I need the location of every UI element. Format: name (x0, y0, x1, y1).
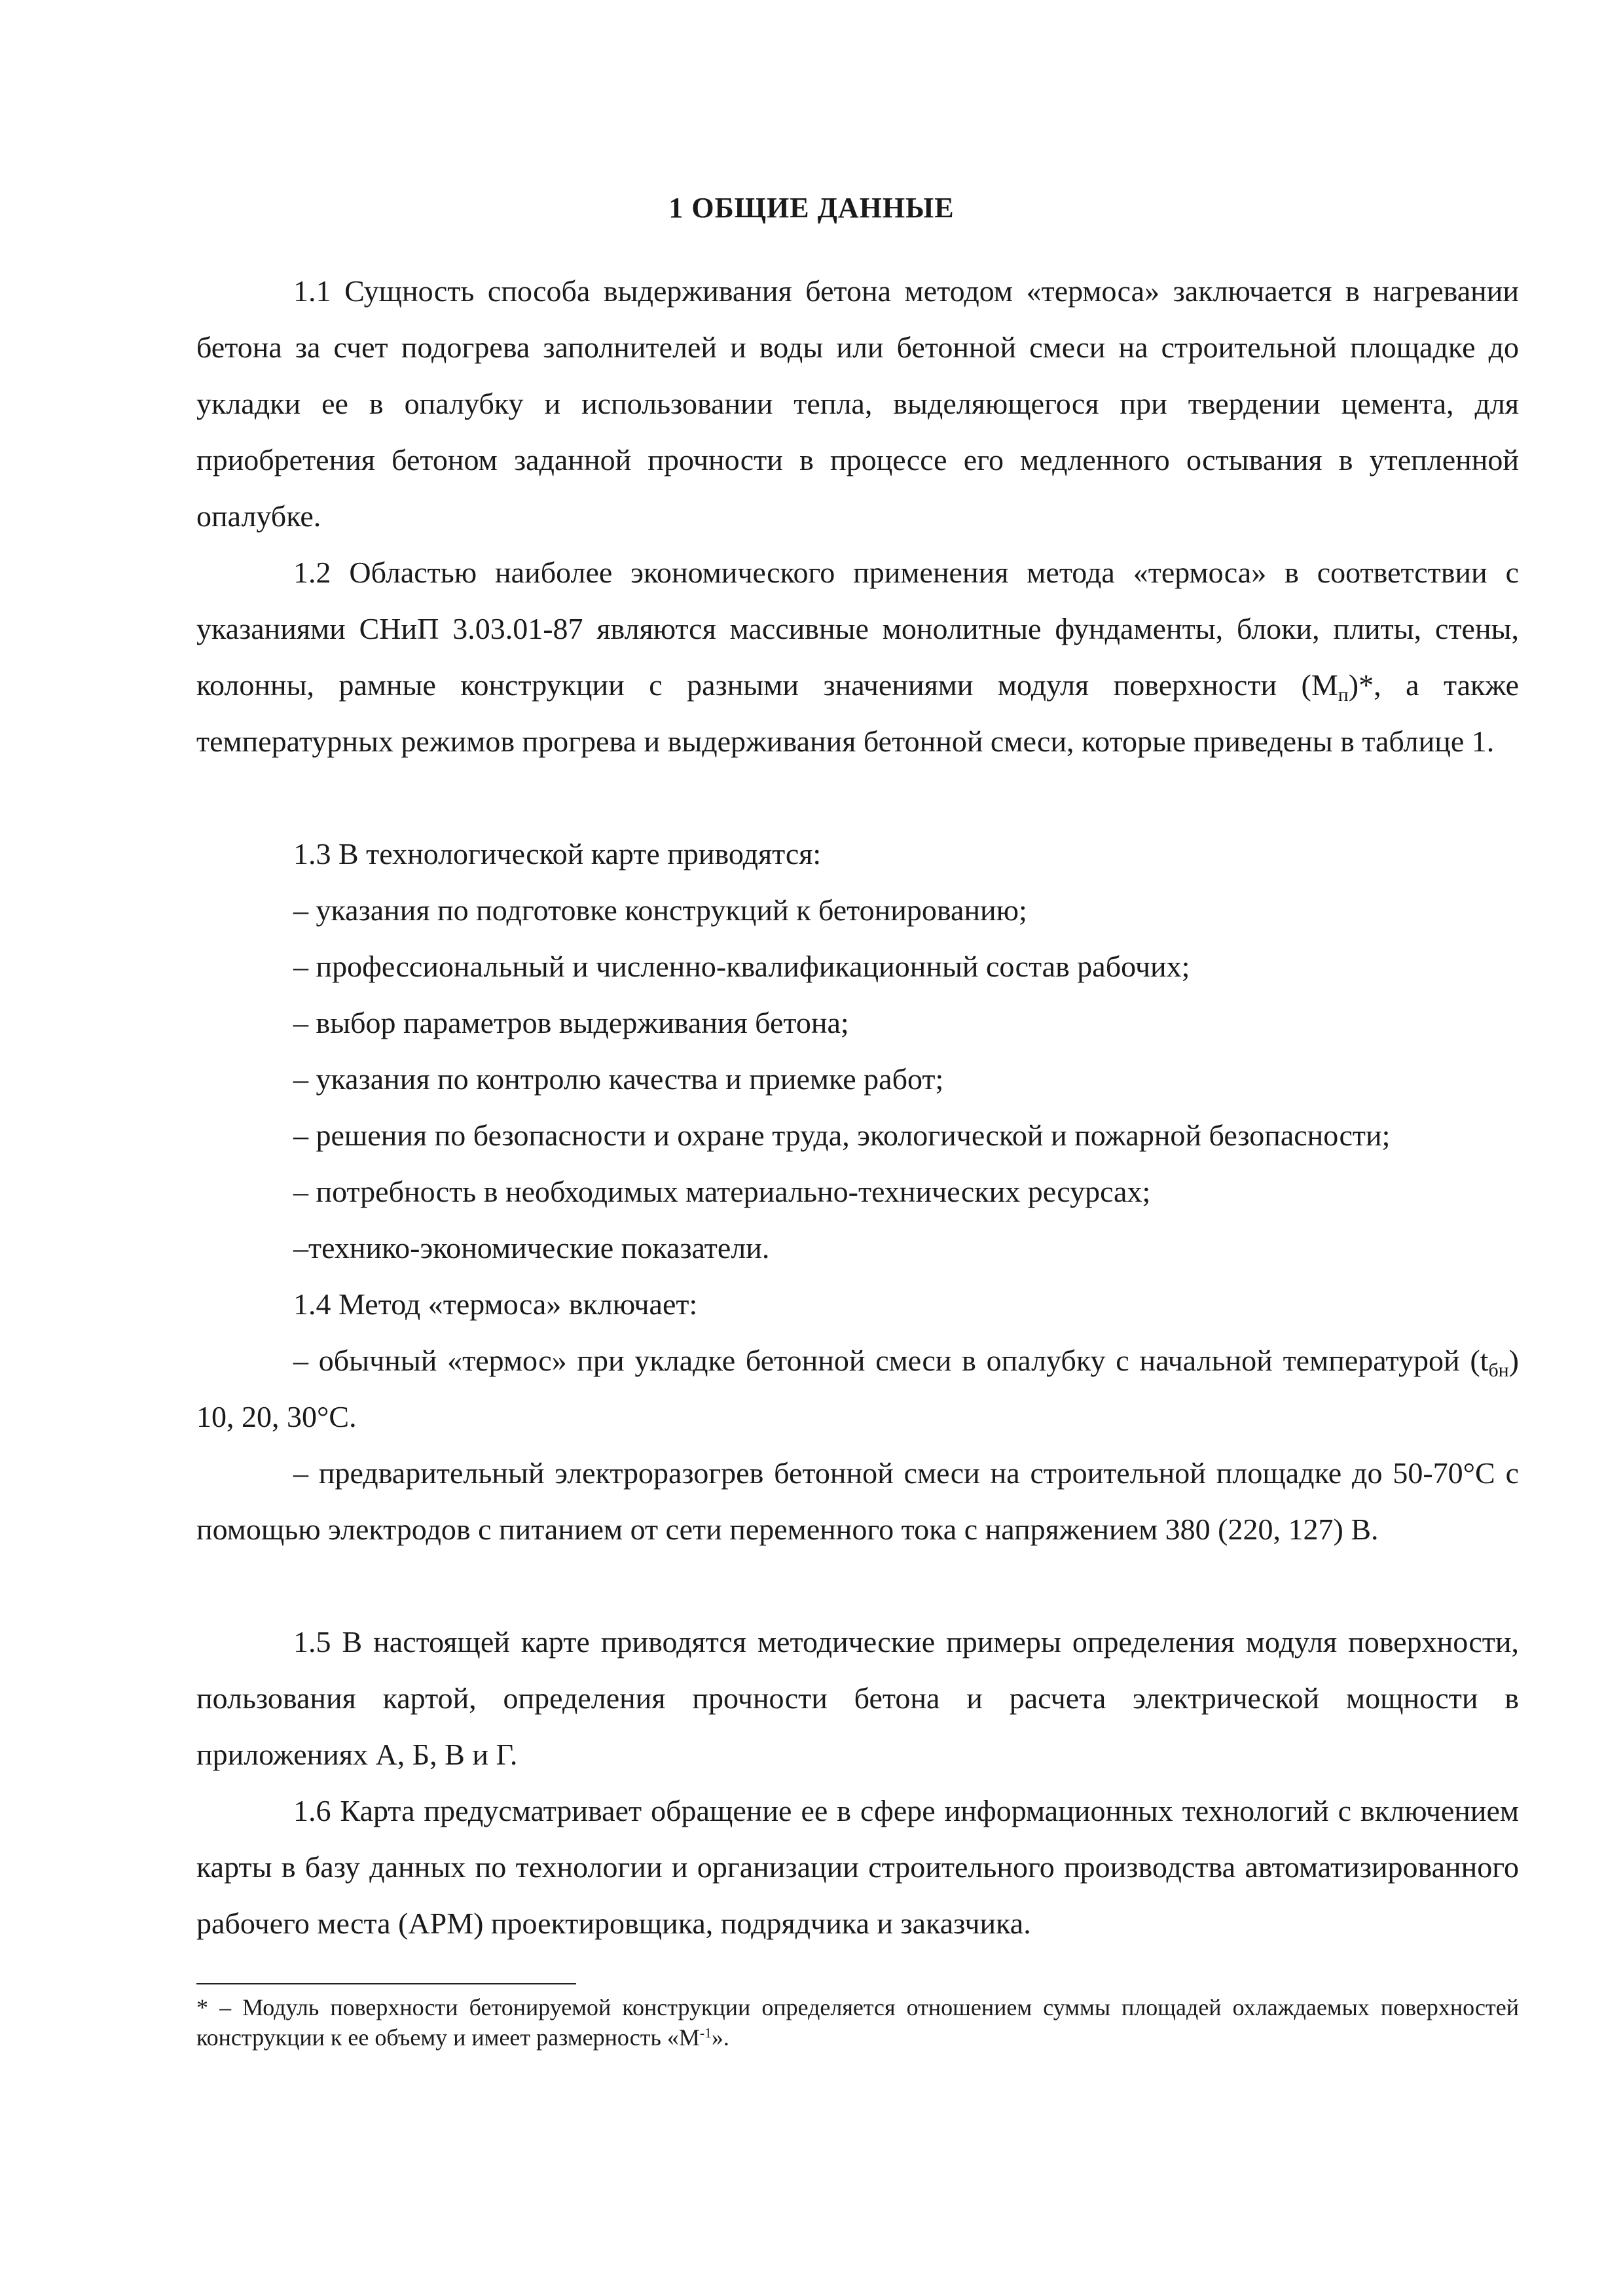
paragraph-1-1: 1.1 Сущность способа выдерживания бетона методом «термоса» заключается в нагревании бетона за счет подогрева заполнителей и воды или бетонной смеси на строительной площадке до укладки ее в опалубку и использовании тепла, выделяющегося при твердении цемента, для приобретения бетоном заданной прочности в процессе его медленного остывания в утепленной опалубке. (196, 274, 1519, 533)
item-a-text-b: ) 10, 20, 30°С. (196, 1344, 1519, 1433)
paragraph-1-4-intro: 1.4 Метод «термоса» включает: (293, 1287, 698, 1321)
item-a-text-a: – обычный «термос» при укладке бетонной смеси в опалубку с начальной температурой (t (293, 1344, 1489, 1377)
subscript-bn: бн (1488, 1359, 1509, 1381)
paragraph-1-2 (196, 545, 1519, 770)
paragraph-1-4-item-a (196, 1333, 1519, 1445)
list-item: – указания по подготовке конструкций к бетонированию; (293, 893, 1027, 927)
paragraph-1-3-intro: 1.3 В технологической карте приводятся: (293, 837, 822, 870)
paragraph-1-6: 1.6 Карта предусматривает обращение ее в сфере информационных технологий с включением карты в базу данных по технологии и организации строительного производства автоматизированного рабочего места (АРМ) проектировщика, подрядчика и заказчика. (196, 1794, 1519, 1940)
superscript-minus-one: -1 (699, 2025, 712, 2041)
paragraph-1-4-item-b: – предварительный электроразогрев бетонной смеси на строительной площадке до 50-70°С с помощью электродов с питанием от сети переменного тока с напряжением 380 (220, 127) В. (196, 1456, 1519, 1546)
footnote-text-a: * – Модуль поверхности бетонируемой конструкции определяется отношением суммы площадей охлаждаемых поверхностей конструкции к ее объему и имеет размерность «М (196, 1994, 1519, 2051)
paragraph-1-2-text-a: 1.2 Областью наиболее экономического применения метода «термоса» в соответствии с указаниями СНиП 3.03.01-87 являются массивные монолитные фундаменты, блоки, плиты, стены, колонны, рамные конструкции с разными значениями модуля поверхности (М (196, 556, 1519, 702)
list-item: – указания по контролю качества и приемке работ; (293, 1062, 944, 1096)
list-item: – решения по безопасности и охране труда, экологической и пожарной безопасности; (293, 1119, 1391, 1152)
footnote (196, 1992, 1519, 2053)
footnote-separator (196, 1983, 576, 1984)
list-item: – профессиональный и численно-квалификационный состав рабочих; (293, 950, 1190, 983)
section-heading: 1 ОБЩИЕ ДАННЫЕ (668, 192, 955, 224)
list-item: – выбор параметров выдерживания бетона; (293, 1006, 849, 1039)
list-item: –технико-экономические показатели. (293, 1231, 770, 1265)
footnote-text-b: ». (711, 2024, 729, 2051)
list-item: – потребность в необходимых материально-технических ресурсах; (293, 1175, 1151, 1208)
paragraph-1-5: 1.5 В настоящей карте приводятся методические примеры определения модуля поверхности, пользования картой, определения прочности бетона и расчета электрической мощности в приложениях А, Б, В и Г. (196, 1625, 1519, 1771)
paragraph-1-2-text-b: )*, а также температурных режимов прогрева и выдерживания бетонной смеси, которые приведены в таблице 1. (196, 668, 1519, 758)
subscript-p: п (1338, 683, 1349, 706)
